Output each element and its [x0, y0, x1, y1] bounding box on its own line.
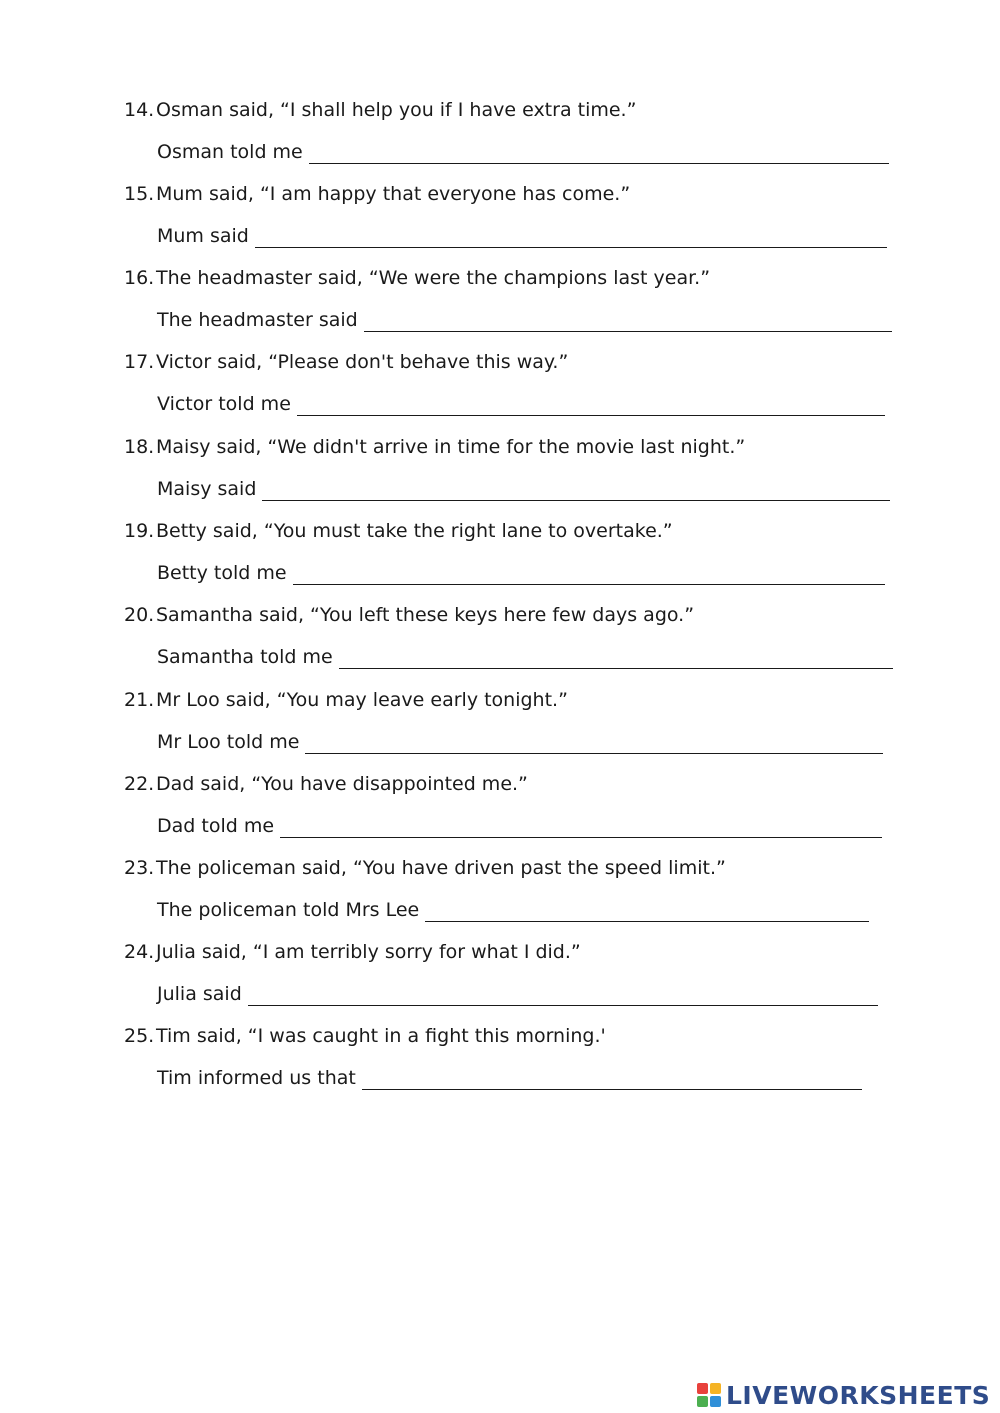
answer-row-21 [157, 730, 883, 754]
logo-tile [710, 1396, 721, 1407]
question-sentence: The policeman said, “You have driven past the speed limit.” [156, 857, 726, 879]
answer-prompt: Dad told me [157, 815, 275, 837]
question-20 [124, 603, 694, 627]
answer-row-25 [157, 1066, 862, 1090]
question-number: 19. [124, 520, 155, 542]
question-sentence: Betty said, “You must take the right lane to overtake.” [156, 520, 673, 542]
answer-row-19 [157, 561, 885, 585]
question-15 [124, 182, 630, 206]
question-number: 25. [124, 1025, 155, 1047]
answer-row-23 [157, 898, 869, 922]
question-23 [124, 856, 726, 880]
answer-prompt: Maisy said [157, 478, 257, 500]
answer-row-18 [157, 477, 890, 501]
question-24 [124, 940, 581, 964]
answer-prompt: Victor told me [157, 393, 291, 415]
question-sentence: Victor said, “Please don't behave this way.” [156, 351, 569, 373]
answer-prompt: Julia said [157, 983, 242, 1005]
logo-tile [710, 1383, 721, 1394]
answer-input-16[interactable] [364, 311, 892, 332]
answer-row-22 [157, 814, 882, 838]
logo-tiles-icon [697, 1383, 721, 1407]
answer-row-16 [157, 308, 892, 332]
answer-prompt: The policeman told Mrs Lee [157, 899, 420, 921]
question-number: 14. [124, 99, 155, 121]
question-number: 23. [124, 857, 155, 879]
question-sentence: Mum said, “I am happy that everyone has come.” [156, 183, 631, 205]
question-18 [124, 435, 745, 459]
answer-prompt: Mum said [157, 225, 249, 247]
question-sentence: Samantha said, “You left these keys here few days ago.” [156, 604, 695, 626]
question-sentence: Dad said, “You have disappointed me.” [156, 773, 528, 795]
question-number: 20. [124, 604, 155, 626]
answer-input-20[interactable] [339, 648, 893, 669]
question-sentence: Maisy said, “We didn't arrive in time for the movie last night.” [156, 436, 746, 458]
answer-input-17[interactable] [297, 395, 885, 416]
question-number: 24. [124, 941, 155, 963]
answer-prompt: The headmaster said [157, 309, 358, 331]
question-sentence: The headmaster said, “We were the champions last year.” [156, 267, 711, 289]
question-number: 21. [124, 689, 155, 711]
question-21 [124, 688, 568, 712]
answer-input-21[interactable] [305, 733, 883, 754]
question-number: 15. [124, 183, 155, 205]
question-sentence: Julia said, “I am terribly sorry for what I did.” [156, 941, 581, 963]
question-number: 17. [124, 351, 155, 373]
question-sentence: Mr Loo said, “You may leave early tonight.” [156, 689, 568, 711]
answer-prompt: Osman told me [157, 141, 303, 163]
question-19 [124, 519, 673, 543]
answer-input-15[interactable] [255, 227, 887, 248]
question-25 [124, 1024, 606, 1048]
question-16 [124, 266, 710, 290]
answer-prompt: Betty told me [157, 562, 287, 584]
answer-row-24 [157, 982, 878, 1006]
question-14 [124, 98, 636, 122]
answer-input-22[interactable] [280, 817, 882, 838]
question-17 [124, 350, 568, 374]
answer-input-25[interactable] [362, 1069, 862, 1090]
logo-tile [697, 1396, 708, 1407]
question-sentence: Tim said, “I was caught in a fight this morning.' [156, 1025, 606, 1047]
answer-prompt: Samantha told me [157, 646, 333, 668]
liveworksheets-logo [697, 1378, 990, 1412]
answer-row-14 [157, 140, 889, 164]
answer-prompt: Tim informed us that [157, 1067, 356, 1089]
answer-input-23[interactable] [425, 901, 869, 922]
logo-tile [697, 1383, 708, 1394]
answer-row-15 [157, 224, 887, 248]
answer-input-18[interactable] [262, 480, 890, 501]
answer-row-17 [157, 392, 885, 416]
question-number: 22. [124, 773, 155, 795]
answer-input-24[interactable] [248, 985, 878, 1006]
question-sentence: Osman said, “I shall help you if I have extra time.” [156, 99, 637, 121]
answer-input-14[interactable] [309, 143, 889, 164]
brand-name: LIVEWORKSHEETS [726, 1380, 991, 1410]
question-number: 16. [124, 267, 155, 289]
question-number: 18. [124, 436, 155, 458]
answer-prompt: Mr Loo told me [157, 731, 300, 753]
answer-row-20 [157, 645, 893, 669]
answer-input-19[interactable] [293, 564, 885, 585]
question-22 [124, 772, 528, 796]
